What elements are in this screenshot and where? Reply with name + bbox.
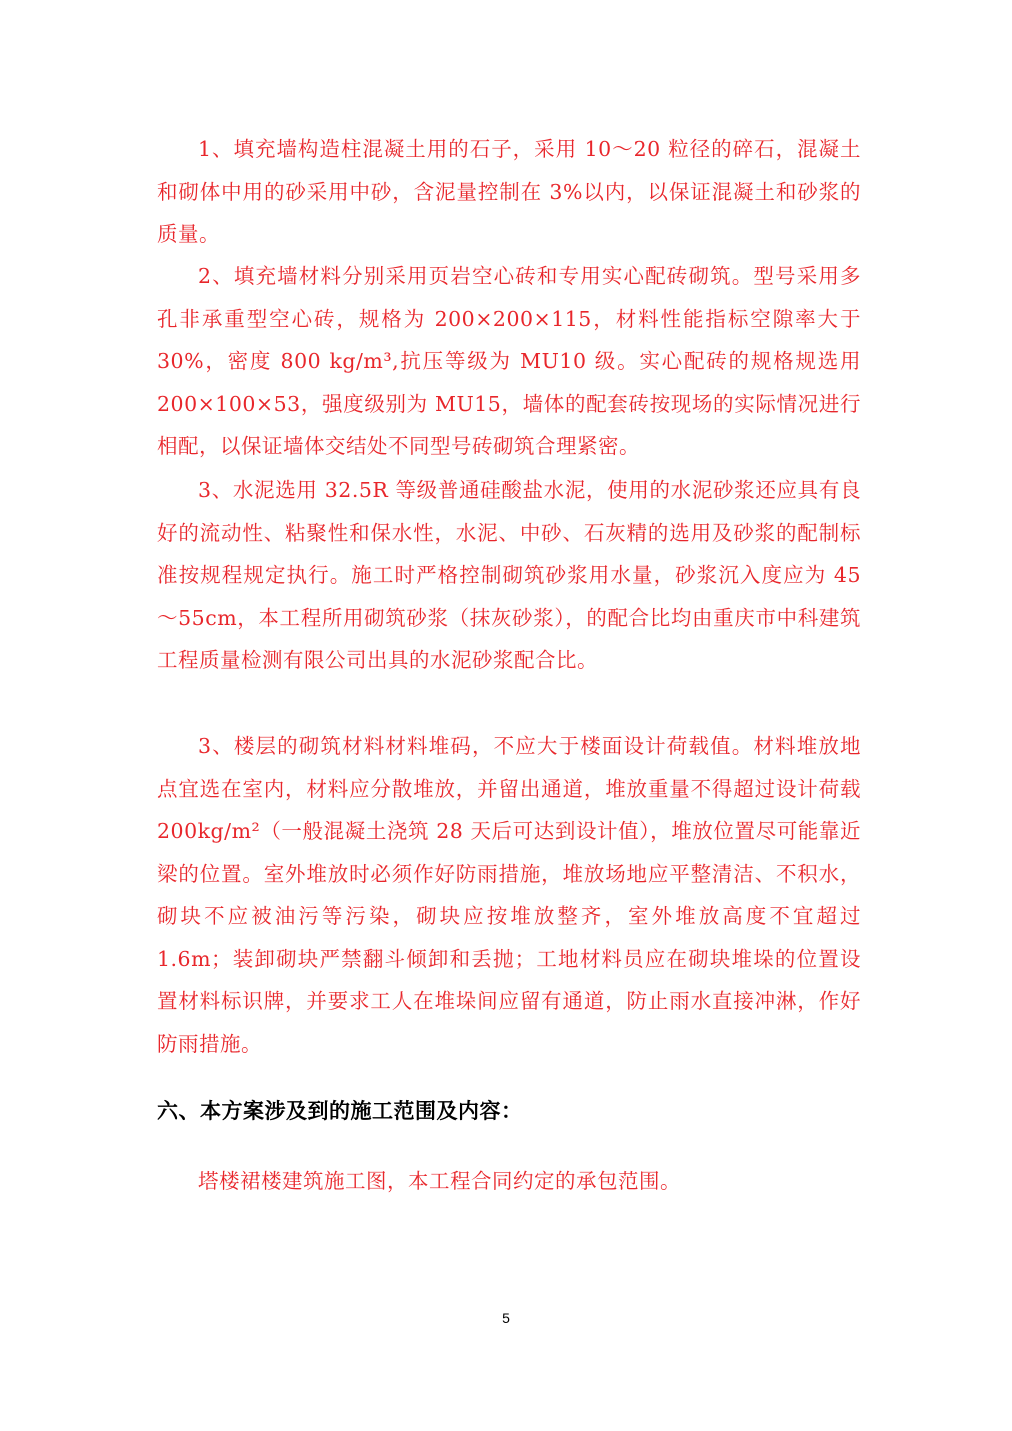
page-number: 5 (502, 1310, 510, 1326)
paragraph-cement-and-mortar: 3、水泥选用 32.5R 等级普通硅酸盐水泥，使用的水泥砂浆还应具有良好的流动性、粘聚性和保水性，水泥、中砂、石灰精的选用及砂浆的配制标准按规程规定执行。施工时严格控制砌筑砂浆用水量，砂浆沉入度应为 45～55cm，本工程所用砌筑砂浆（抹灰砂浆），的配合比均由重庆市中科建筑工程质量检测有限公司出具的水泥砂浆配合比。 (157, 478, 861, 672)
paragraph-material-stacking: 3、楼层的砌筑材料材料堆码，不应大于楼面设计荷载值。材料堆放地点宜选在室内，材料应分散堆放，并留出通道，堆放重量不得超过设计荷载 200kg/m²（一般混凝土浇筑 28 天后可达到设计值），堆放位置尽可能靠近梁的位置。室外堆放时必须作好防雨措施，堆放场地应平整清洁、不积水，砌块不应被油污等污染，砌块应按堆放整齐，室外堆放高度不宜超过 1.6m；装卸砌块严禁翻斗倾卸和丢抛；工地材料员应在砌块堆垛的位置设置材料标识牌，并要求工人在堆垛间应留有通道，防止雨水直接冲淋，作好防雨措施。 (157, 734, 869, 1056)
section-heading: 六、本方案涉及到的施工范围及内容： (157, 1099, 523, 1123)
scope-text: 塔楼裙楼建筑施工图，本工程合同约定的承包范围。 (198, 1169, 681, 1193)
paragraph-infill-wall-bricks: 2、填充墙材料分别采用页岩空心砖和专用实心配砖砌筑。型号采用多孔非承重型空心砖，规格为 200×200×115，材料性能指标空隙率大于 30%，密度 800 kg/m³,抗压等级为 MU10 级。实心配砖的规格规选用 200×100×53，强度级别为 MU15，墙体的配套砖按现场的实际情况进行相配，以保证墙体交结处不同型号砖砌筑合理紧密。 (157, 264, 869, 458)
paragraph-aggregate-and-sand: 1、填充墙构造柱混凝土用的石子，采用 10～20 粒径的碎石，混凝土和砌体中用的砂采用中砂，含泥量控制在 3%以内，以保证混凝土和砂浆的质量。 (157, 137, 861, 246)
